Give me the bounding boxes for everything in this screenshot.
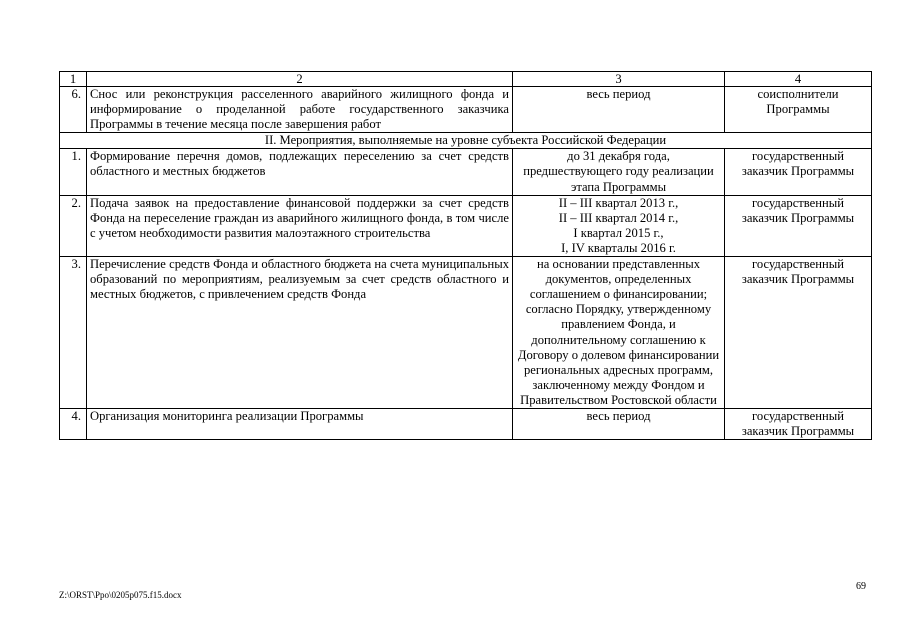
- row-executor: государственный заказчик Программы: [725, 195, 872, 256]
- period-line: II – III квартал 2013 г.,: [558, 195, 679, 210]
- row-executor: государственный заказчик Программы: [725, 257, 872, 409]
- row-executor: государственный заказчик Программы: [725, 149, 872, 195]
- section-title-row: [60, 133, 872, 149]
- measures-table: [59, 71, 872, 440]
- table-row: [60, 149, 872, 195]
- row-executor: государственный заказчик Программы: [725, 408, 872, 439]
- row-number: 4.: [60, 408, 87, 439]
- row-period: до 31 декабря года, предшествующего году реализации этапа Программы: [513, 149, 725, 195]
- table-row: [60, 408, 872, 439]
- table-row: [60, 195, 872, 256]
- header-cell: 2: [87, 72, 513, 87]
- row-executor: соисполнители Программы: [725, 87, 872, 133]
- row-number: 3.: [60, 257, 87, 409]
- row-number: 2.: [60, 195, 87, 256]
- row-description: Снос или реконструкция расселенного аварийного жилищного фонда и информирование о проделанной работе государственного заказчика Программы в течение месяца после завершения работ: [87, 87, 513, 133]
- row-period: на основании представленных документов, определенных соглашением о финансировании; согласно Порядку, утвержденному правлением Фонда, и дополнительному соглашению к Договору о долевом финансировании региональных адресных программ, заключенному между Фондом и Правительством Ростовской области: [513, 257, 725, 409]
- table-header-row: [60, 72, 872, 87]
- row-number: 6.: [60, 87, 87, 133]
- row-description: Формирование перечня домов, подлежащих переселению за счет средств областного и местных бюджетов: [87, 149, 513, 195]
- section-title: II. Мероприятия, выполняемые на уровне субъекта Российской Федерации: [60, 133, 872, 149]
- row-period: [513, 195, 725, 256]
- period-line: I, IV кварталы 2016 г.: [561, 240, 676, 255]
- header-cell: 3: [513, 72, 725, 87]
- file-path: Z:\ORST\Ppo\0205p075.f15.docx: [59, 590, 182, 600]
- table-row: [60, 257, 872, 409]
- row-period: весь период: [513, 87, 725, 133]
- header-cell: 4: [725, 72, 872, 87]
- row-description: Перечисление средств Фонда и областного бюджета на счета муниципальных образований по мероприятиям, реализуемым за счет средств областного и местных бюджетов, с привлечением средств Фонда: [87, 257, 513, 409]
- header-cell: 1: [60, 72, 87, 87]
- row-description: Подача заявок на предоставление финансовой поддержки за счет средств Фонда на переселение граждан из аварийного жилищного фонда, в том числе с учетом необходимости развития малоэтажного строительства: [87, 195, 513, 256]
- table-row: [60, 87, 872, 133]
- row-number: 1.: [60, 149, 87, 195]
- row-period: весь период: [513, 408, 725, 439]
- page-number: 69: [856, 581, 866, 592]
- period-line: I квартал 2015 г.,: [573, 225, 664, 240]
- row-description: Организация мониторинга реализации Программы: [87, 408, 513, 439]
- period-line: II – III квартал 2014 г.,: [558, 210, 679, 225]
